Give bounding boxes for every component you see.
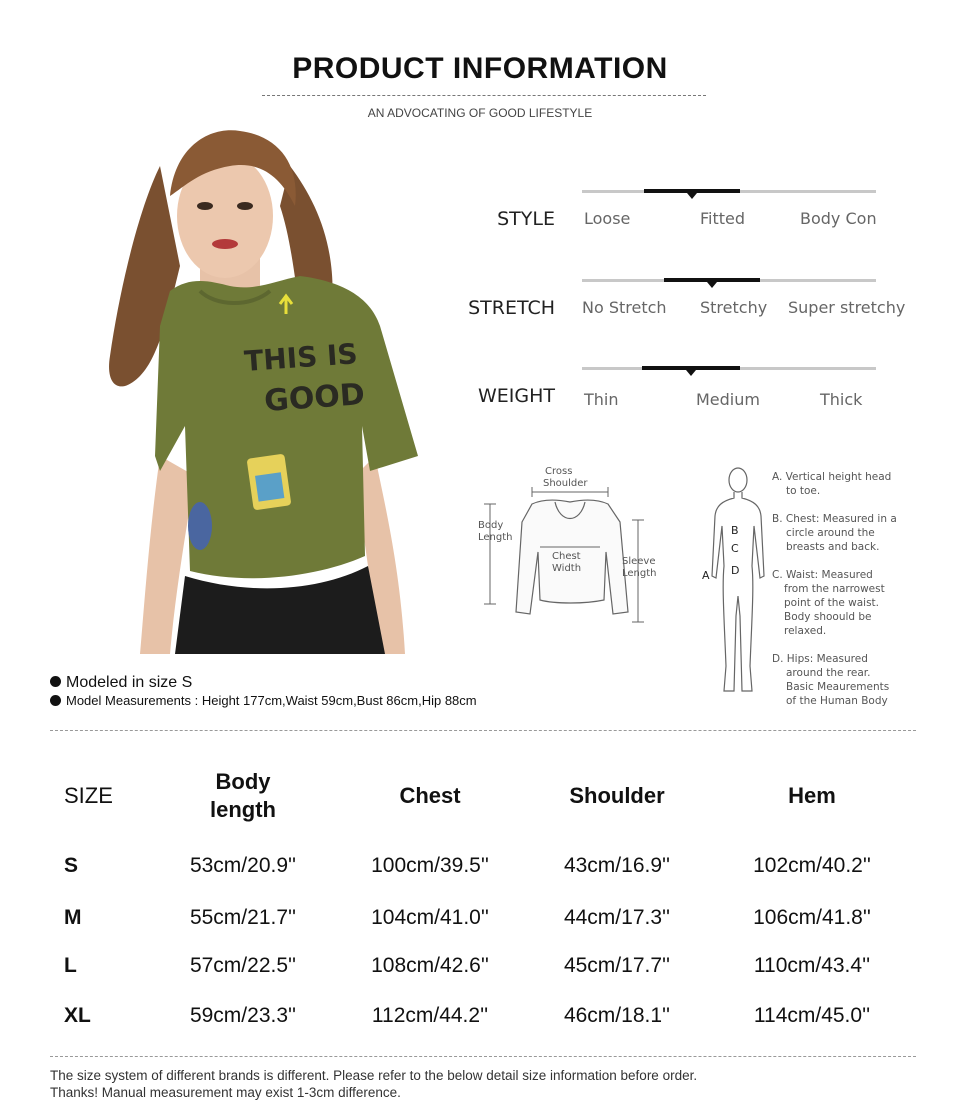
title-divider: [262, 95, 706, 96]
marker-d: D: [731, 564, 740, 577]
scale-option: Super stretchy: [788, 298, 906, 317]
size-label-cell: XL: [64, 1004, 91, 1027]
model-size-note: Modeled in size S: [50, 674, 192, 692]
measurement-note-c: C. Waist: Measured from the narrowest point of the waist. Body shoould be relaxed.: [772, 569, 885, 637]
size-table-header: Shoulder: [569, 783, 665, 808]
size-table-cell: 102cm/40.2'': [753, 854, 871, 877]
cross-shoulder-label-2: Shoulder: [543, 478, 588, 489]
marker-c: C: [731, 542, 739, 555]
size-table-header: Chest: [399, 783, 461, 808]
footer-note-2: Thanks! Manual measurement may exist 1-3cm difference.: [50, 1085, 401, 1100]
bullet-icon: [50, 695, 61, 706]
scale-option: Medium: [696, 390, 760, 409]
shirt-print-line2: GOOD: [263, 377, 366, 419]
attribute-label-style: STYLE: [497, 208, 555, 230]
marker-b: B: [731, 524, 739, 537]
scale-option: Loose: [584, 209, 631, 228]
product-photo: [100, 126, 430, 654]
scale-option: Thick: [820, 390, 863, 409]
size-table-cell: 106cm/41.8'': [753, 906, 871, 929]
footer-note-1: The size system of different brands is different. Please refer to the below detail size information before order.: [50, 1068, 698, 1083]
scale-pointer-icon: [686, 370, 696, 376]
scale-option: Stretchy: [700, 298, 768, 317]
body-length-label-2: Length: [478, 532, 513, 543]
scale-pointer-icon: [707, 282, 717, 288]
size-table-cell: 55cm/21.7'': [189, 906, 297, 929]
chest-width-label-1: Chest: [552, 551, 581, 562]
size-table-cell: 112cm/44.2'': [371, 1004, 489, 1027]
size-table-cell: 43cm/16.9'': [563, 854, 671, 877]
size-table-cell: 59cm/23.3'': [189, 1004, 297, 1027]
size-table-cell: 44cm/17.3'': [563, 906, 671, 929]
measurement-note-b: B. Chest: Measured in a circle around the breasts and back.: [772, 513, 897, 553]
measurement-note-d: D. Hips: Measured around the rear. Basic Meaurements of the Human Body: [772, 653, 890, 707]
scale-pointer-icon: [687, 193, 697, 199]
size-label-cell: L: [64, 954, 77, 977]
size-table-cell: 100cm/39.5'': [371, 854, 489, 877]
measurement-note-a: A. Vertical height head to toe.: [772, 471, 892, 497]
chest-width-label-2: Width: [552, 563, 582, 574]
size-table-header: Hem: [788, 783, 836, 808]
size-label-cell: M: [64, 906, 82, 929]
size-label-cell: S: [64, 854, 79, 877]
scale-option: Fitted: [700, 209, 746, 228]
model-measurements-note: Model Measurements : Height 177cm,Waist 59cm,Bust 86cm,Hip 88cm: [50, 693, 477, 708]
size-table-cell: 108cm/42.6'': [371, 954, 489, 977]
attribute-label-stretch: STRETCH: [468, 297, 555, 319]
page-subtitle: AN ADVOCATING OF GOOD LIFESTYLE: [367, 106, 593, 120]
size-table-header: SIZE: [64, 783, 113, 808]
size-table-cell: 46cm/18.1'': [563, 1004, 671, 1027]
sleeve-length-label-2: Length: [622, 568, 657, 579]
size-table-cell: 114cm/45.0'': [753, 1004, 871, 1027]
size-table-header: Body length: [210, 769, 276, 822]
scale-option: Thin: [584, 390, 619, 409]
shirt-print-line1: THIS IS: [243, 337, 359, 378]
body-measurement-diagram: [700, 466, 770, 698]
garment-measurement-diagram: [470, 462, 670, 632]
scale-option: Body Con: [800, 209, 877, 228]
size-table-cell: 57cm/22.5'': [189, 954, 297, 977]
attribute-label-weight: WEIGHT: [477, 385, 555, 407]
section-divider: [50, 730, 916, 731]
size-table-cell: 110cm/43.4'': [753, 954, 871, 977]
sleeve-length-label-1: Sleeve: [622, 556, 656, 567]
footer-divider: [50, 1056, 916, 1057]
body-length-label-1: Body: [478, 520, 504, 531]
cross-shoulder-label-1: Cross: [545, 466, 573, 477]
size-table-cell: 104cm/41.0'': [371, 906, 489, 929]
size-table-cell: 45cm/17.7'': [563, 954, 671, 977]
bullet-icon: [50, 676, 61, 687]
scale-option: No Stretch: [582, 298, 667, 317]
marker-a: A: [702, 569, 710, 582]
size-table-cell: 53cm/20.9'': [189, 854, 297, 877]
page-title: PRODUCT INFORMATION: [292, 52, 668, 85]
